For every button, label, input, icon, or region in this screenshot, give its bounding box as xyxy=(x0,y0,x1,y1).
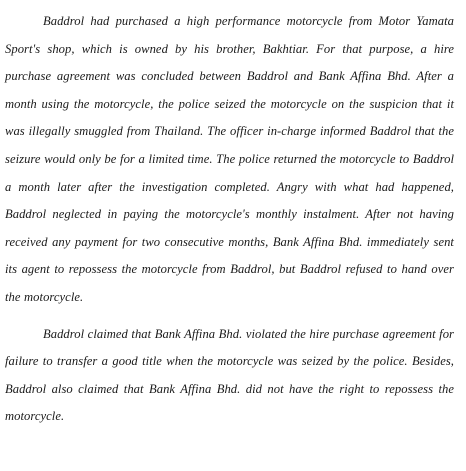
document-page xyxy=(5,8,454,431)
paragraph-claims: Baddrol claimed that Bank Affina Bhd. violated the hire purchase agreement for failure to transfer a good title when the motorcycle was seized by the police. Besides, Baddrol also claimed that Bank Affina Bhd. did not have the right to repossess the motorcycle. xyxy=(5,326,454,424)
paragraph-facts: Baddrol had purchased a high performance motorcycle from Motor Yamata Sport's shop, which is owned by his brother, Bakhtiar. For that purpose, a hire purchase agreement was concluded between Baddrol and Bank Affina Bhd. After a month using the motorcycle, the police seized the motorcycle on the suspicion that it was illegally smuggled from Thailand. The officer in-charge informed Baddrol that the seizure would only be for a limited time. The police returned the motorcycle to Baddrol a month later after the investigation completed. Angry with what had happened, Baddrol neglected in paying the motorcycle's monthly instalment. After not having received any payment for two consecutive months, Bank Affina Bhd. immediately sent its agent to repossess the motorcycle from Baddrol, but Baddrol refused to hand over the motorcycle. xyxy=(5,14,454,304)
